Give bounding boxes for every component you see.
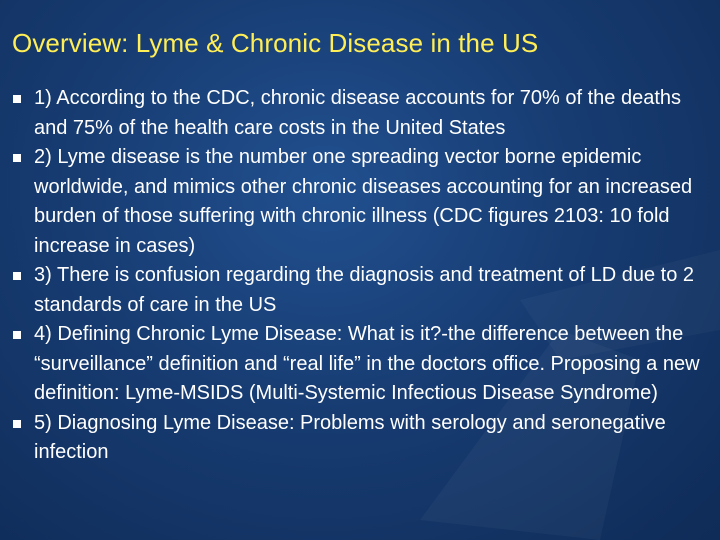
- square-bullet-icon: [13, 154, 21, 162]
- bullet-text: 4) Defining Chronic Lyme Disease: What is it?-the difference between the “surveillance” definition and “real life” in the doctors office. Proposing a new definition: Lyme-MSIDS (Multi-Systemic Infectious Disease Syndrome): [34, 323, 700, 404]
- bullet-item: [10, 261, 710, 320]
- bullet-item: [10, 320, 710, 409]
- bullet-item: [10, 143, 710, 261]
- square-bullet-icon: [13, 331, 21, 339]
- bullet-text: 1) According to the CDC, chronic disease accounts for 70% of the deaths and 75% of the health care costs in the United States: [34, 87, 682, 139]
- square-bullet-icon: [13, 272, 21, 280]
- square-bullet-icon: [13, 95, 21, 103]
- bullet-text: 2) Lyme disease is the number one spreading vector borne epidemic worldwide, and mimics other chronic diseases accounting for an increased burden of those suffering with chronic illness (CDC figures 2103: 10 fold increase in cases): [34, 146, 693, 257]
- bullet-item: [10, 84, 710, 143]
- bullet-list: [10, 84, 710, 468]
- bullet-item: [10, 409, 710, 468]
- bullet-text: 5) Diagnosing Lyme Disease: Problems with serology and seronegative infection: [34, 411, 666, 463]
- square-bullet-icon: [13, 420, 21, 428]
- bullet-text: 3) There is confusion regarding the diagnosis and treatment of LD due to 2 standards of care in the US: [34, 264, 695, 316]
- slide-title: Overview: Lyme & Chronic Disease in the US: [12, 28, 539, 58]
